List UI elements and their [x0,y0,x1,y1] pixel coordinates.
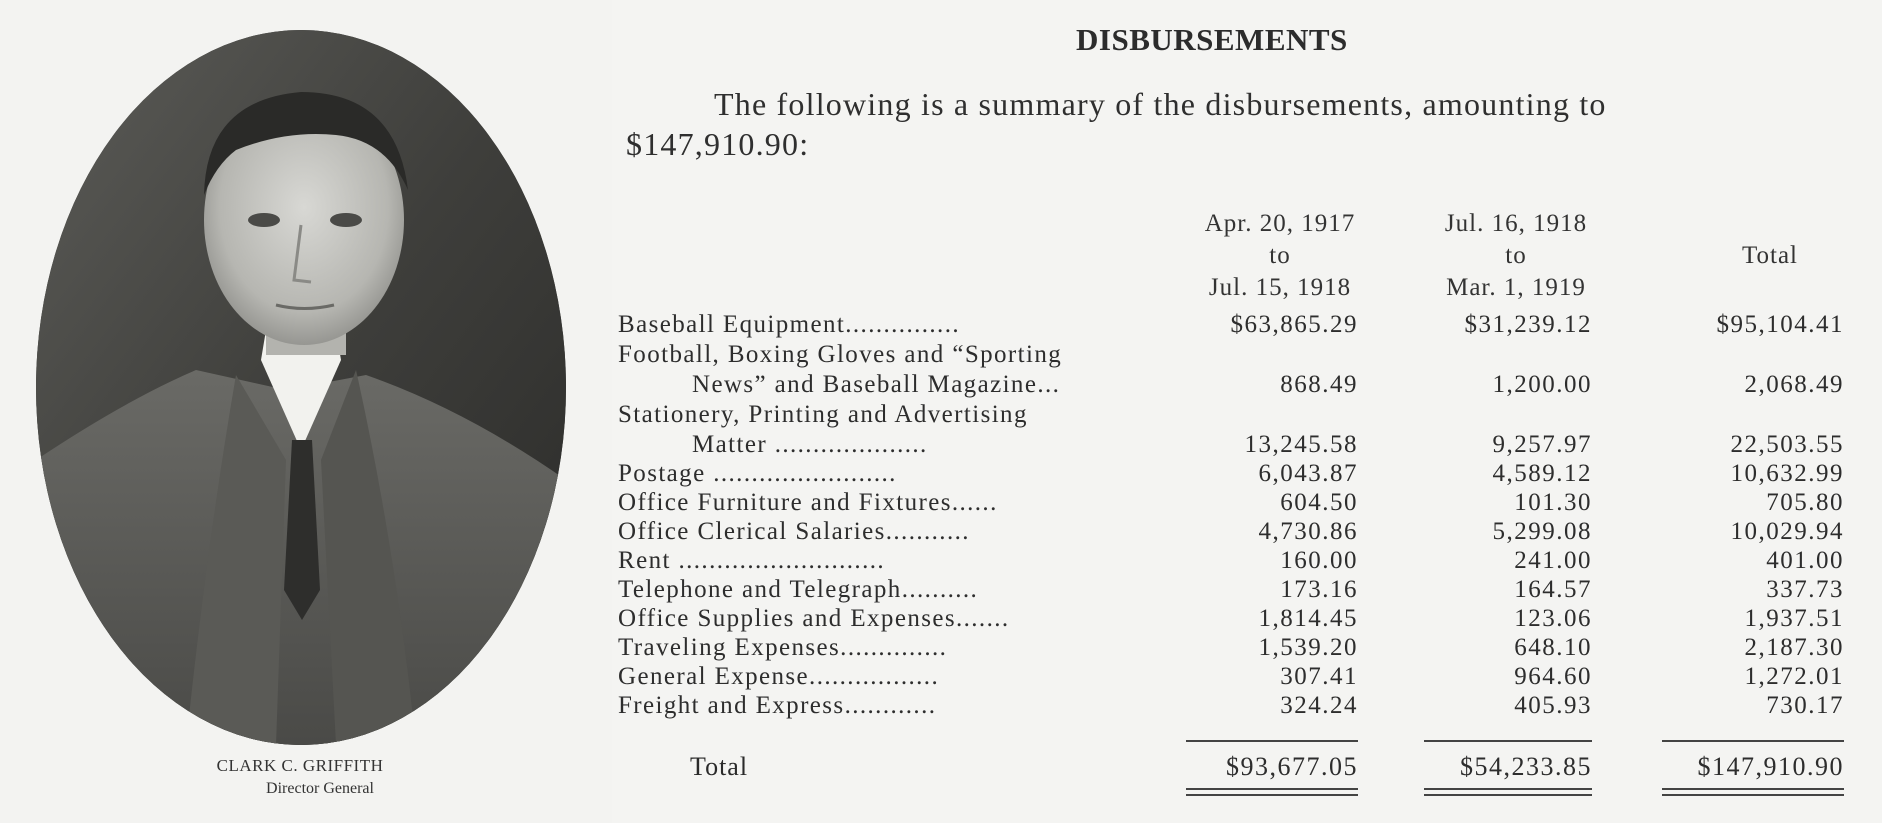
row-value-period-2: $31,239.12 [1464,311,1592,338]
intro-line-2: $147,910.90: [626,126,810,162]
row-label: Baseball Equipment............... [618,311,960,338]
row-value-total: 705.80 [1766,489,1844,516]
portrait-name: CLARK C. GRIFFITH [216,756,384,775]
column-header-line: to [1505,242,1527,269]
row-label: Telephone and Telegraph.......... [618,576,979,603]
row-value-period-1: 868.49 [1280,371,1358,398]
row-label: General Expense................. [618,663,940,690]
intro-line-1: The following is a summary of the disbursements, amounting to [714,86,1607,122]
row-label-continued: Matter .................... [692,431,928,458]
row-label: Stationery, Printing and Advertising [618,401,1028,428]
row-value-period-2: 241.00 [1514,547,1592,574]
row-label: Traveling Expenses.............. [618,634,948,661]
total-value-grand: $147,910.90 [1697,752,1844,781]
total-double-rule [1424,794,1592,796]
row-value-period-1: 173.16 [1280,576,1358,603]
portrait-title: Director General [266,780,374,797]
row-label: Office Furniture and Fixtures...... [618,489,998,516]
row-value-period-2: 164.57 [1514,576,1592,603]
total-label: Total [690,752,749,781]
row-value-period-2: 648.10 [1514,634,1592,661]
total-double-rule [1186,794,1358,796]
row-value-period-2: 4,589.12 [1492,460,1592,487]
row-label: Office Supplies and Expenses....... [618,605,1010,632]
column-header-line: Mar. 1, 1919 [1446,274,1586,301]
total-double-rule [1424,788,1592,790]
row-value-period-1: 4,730.86 [1258,518,1358,545]
row-value-total: 337.73 [1766,576,1844,603]
row-value-period-2: 123.06 [1514,605,1592,632]
column-header-line: Jul. 16, 1918 [1444,210,1588,237]
row-value-period-1: $63,865.29 [1230,311,1358,338]
row-value-period-1: 604.50 [1280,489,1358,516]
row-value-total: 1,272.01 [1744,663,1844,690]
subtotal-rule [1662,740,1844,742]
row-label-continued: News” and Baseball Magazine... [692,371,1061,398]
column-header-line: Apr. 20, 1917 [1204,210,1356,237]
row-value-total: 22,503.55 [1730,431,1844,458]
total-value-period-1: $93,677.05 [1226,752,1358,781]
row-value-total: 10,029.94 [1730,518,1844,545]
row-value-period-1: 1,814.45 [1258,605,1358,632]
row-value-total: $95,104.41 [1716,311,1844,338]
portrait-photo [36,30,566,745]
total-value-period-2: $54,233.85 [1460,752,1592,781]
row-value-period-1: 6,043.87 [1258,460,1358,487]
total-double-rule [1662,788,1844,790]
column-header-total: Total [1741,242,1798,269]
subtotal-rule [1424,740,1592,742]
row-value-total: 401.00 [1766,547,1844,574]
row-value-period-1: 307.41 [1280,663,1358,690]
intro-paragraph [626,84,1848,164]
column-header-line: Jul. 15, 1918 [1208,274,1352,301]
total-double-rule [1662,794,1844,796]
total-double-rule [1186,788,1358,790]
row-label: Freight and Express............ [618,692,937,719]
row-value-total: 730.17 [1766,692,1844,719]
portrait-panel [0,0,612,823]
row-value-period-2: 964.60 [1514,663,1592,690]
row-label: Office Clerical Salaries........... [618,518,970,545]
row-value-total: 1,937.51 [1744,605,1844,632]
row-value-period-1: 1,539.20 [1258,634,1358,661]
row-value-period-1: 160.00 [1280,547,1358,574]
row-value-period-1: 324.24 [1280,692,1358,719]
column-header-line: to [1269,242,1291,269]
row-value-period-1: 13,245.58 [1244,431,1358,458]
subtotal-rule [1186,740,1358,742]
row-value-period-2: 101.30 [1514,489,1592,516]
row-value-period-2: 5,299.08 [1492,518,1592,545]
row-value-total: 10,632.99 [1730,460,1844,487]
row-value-total: 2,187.30 [1744,634,1844,661]
row-value-period-2: 405.93 [1514,692,1592,719]
row-label: Football, Boxing Gloves and “Sporting [618,341,1063,368]
row-label: Postage ........................ [618,460,897,487]
portrait-illustration [36,30,566,745]
row-value-period-2: 1,200.00 [1492,371,1592,398]
row-value-total: 2,068.49 [1744,371,1844,398]
column-header-period-2 [1416,208,1616,304]
row-value-period-2: 9,257.97 [1492,431,1592,458]
row-label: Rent ........................... [618,547,886,574]
page-heading: DISBURSEMENTS [1076,22,1348,57]
column-header-period-1 [1180,208,1380,304]
